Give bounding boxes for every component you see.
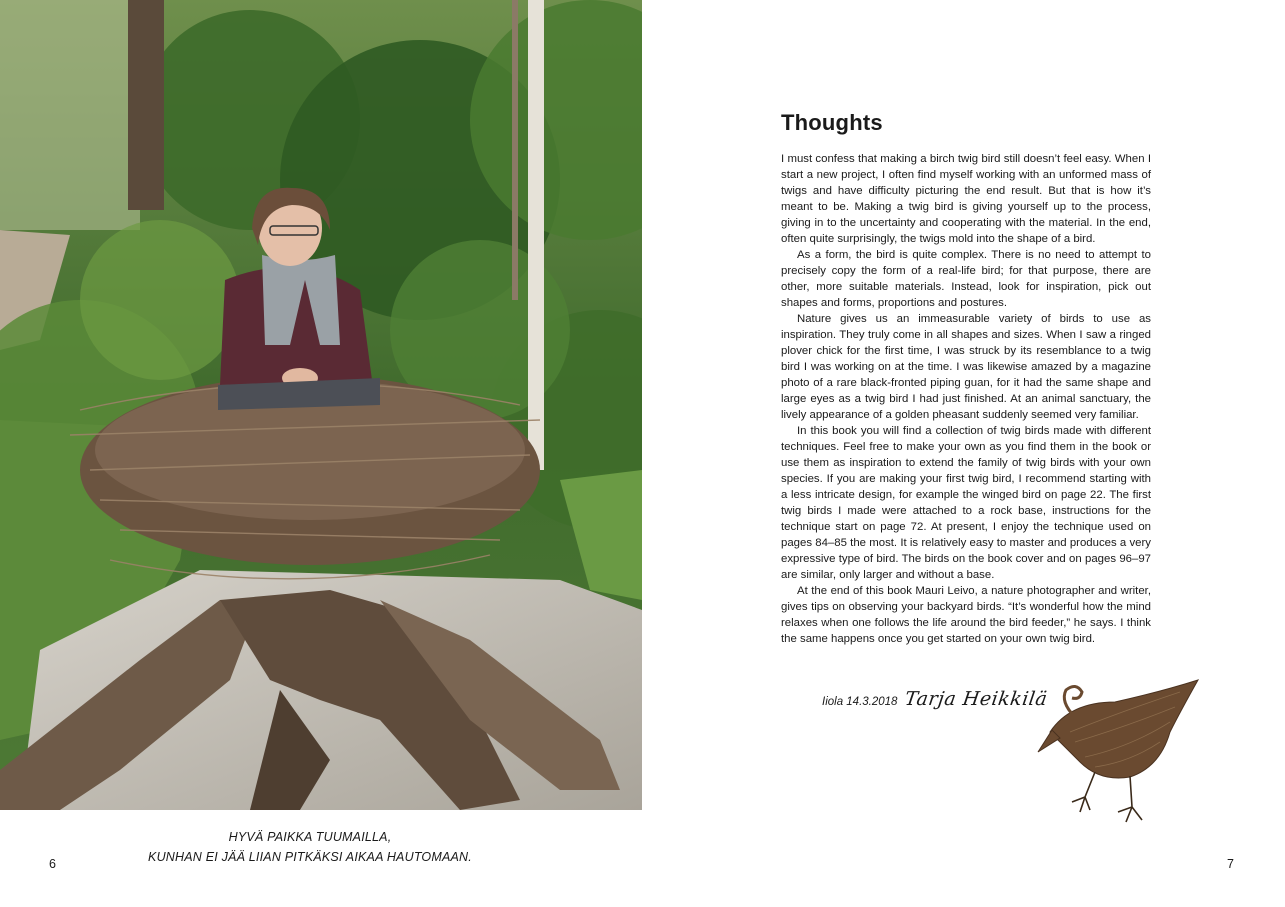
page-title: Thoughts [781, 110, 883, 135]
page-number-right: 7 [1227, 857, 1234, 871]
paragraph-4: In this book you will find a collection of twig birds made with different techniques. Feel free to make your own as you find them in the book or use them as inspiration to extend the family of twig birds with your own species. If you are making your first twig bird, I recommend starting with a less intricate design, for example the winged bird on page 22. The first twig birds I made were attached to a rock base, instructions for the technique start on page 72. At present, I enjoy the technique used on pages 84–85 the most. It is relatively easy to master and produces a very expressive type of bird. The birds on the book cover and on pages 96–97 are similar, only larger and without a base. [781, 425, 1151, 581]
photo-caption [120, 827, 500, 867]
caption-line-2: KUNHAN EI JÄÄ LIIAN PITKÄKSI AIKAA HAUTOMAAN. [148, 850, 472, 864]
paragraph-3: Nature gives us an immeasurable variety of birds to use as inspiration. They truly come in all shapes and sizes. When I saw a ringed plover chick for the first time, I was struck by its resemblance to a twig bird I was working on at the time. I was likewise amazed by a magazine photo of a rare black-fronted piping guan, for it had the same shape and large eyes as a twig bird I had just finished. At an animal sanctuary, the lively appearance of a golden pheasant suddenly seemed very familiar. [781, 313, 1151, 421]
caption-line-1: HYVÄ PAIKKA TUUMAILLA, [228, 830, 392, 844]
twig-bird-illustration [1030, 672, 1205, 837]
photo-illustration [0, 0, 642, 810]
place-date: Iiola 14.3.2018 [822, 696, 898, 708]
signature: Tarja Heikkilä [903, 688, 1050, 710]
paragraph-1: I must confess that making a birch twig bird still doesn’t feel easy. When I start a new project, I often find myself working with an unformed mass of twigs and have difficulty picturing the end result. But that is how it’s meant to be. Making a twig bird is giving yourself up to the process, giving in to the uncertainty and cooperating with the material. In the end, often quite surprisingly, the twigs mold into the shape of a bird. [781, 153, 1151, 245]
paragraph-2: As a form, the bird is quite complex. There is no need to attempt to precisely copy the form of a real-life bird; for that purpose, there are other, more suitable materials. Instead, look for inspiration, pick out shapes and forms, proportions and postures. [781, 249, 1151, 309]
signoff [822, 688, 1048, 710]
photo [0, 0, 642, 810]
paragraph-5: At the end of this book Mauri Leivo, a nature photographer and writer, gives tips on observing your backyard birds. “It’s wonderful how the mind relaxes when one follows the life around the bird feeder,” he says. I think the same happens once you get started on your own twig bird. [781, 585, 1151, 645]
page-number-left: 6 [49, 857, 56, 871]
body-text [781, 151, 1151, 647]
twig-bird-icon [1030, 672, 1205, 832]
